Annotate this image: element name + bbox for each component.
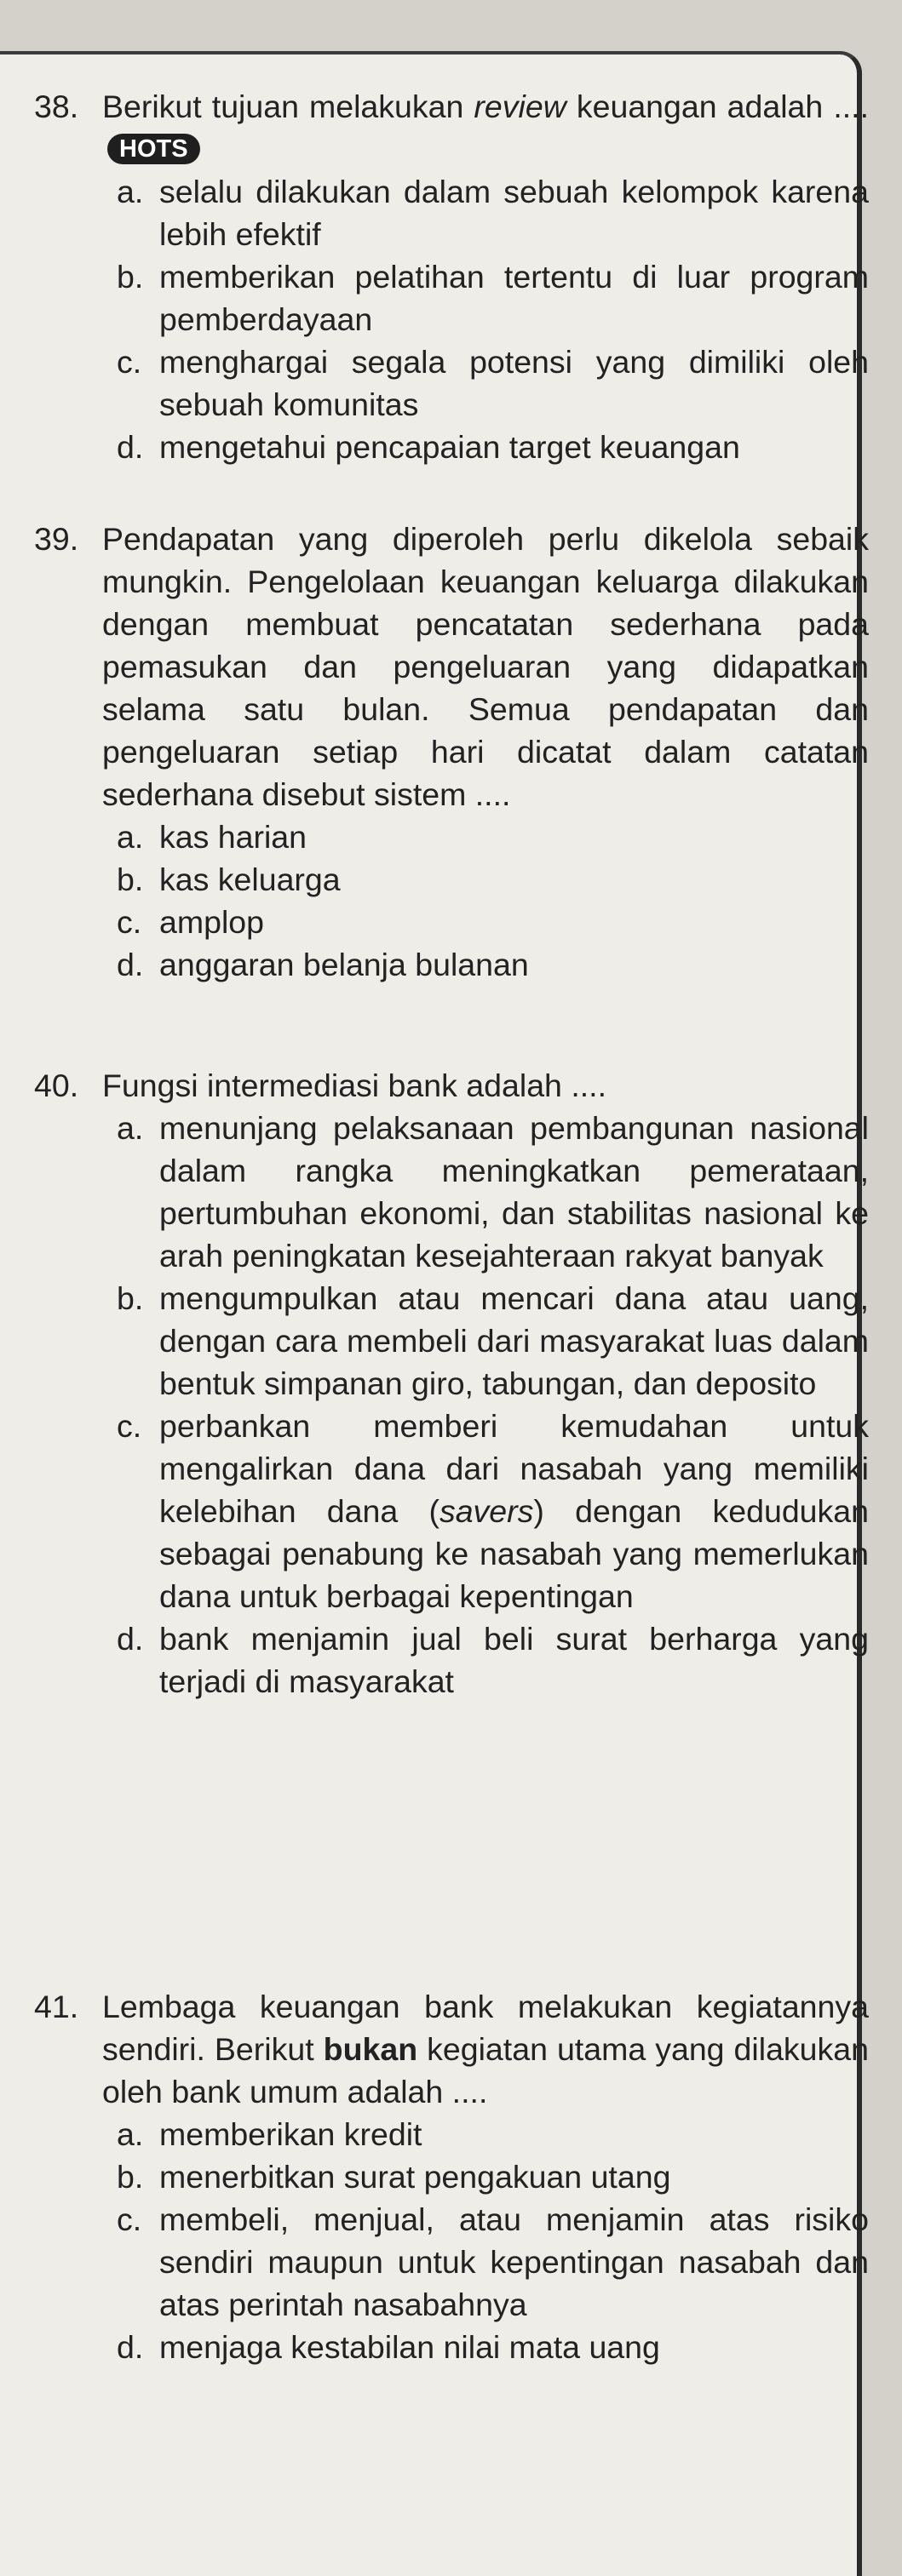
option-a[interactable]: a. memberikan kredit (117, 2116, 422, 2152)
option-c[interactable]: c. menghargai segala potensi yang dimiliki oleh sebuah komunitas (117, 344, 869, 422)
option-b[interactable]: b. mengumpulkan atau mencari dana atau uang, dengan cara membeli dari masyarakat luas dalam bentuk simpanan giro, tabungan, dan deposito (117, 1280, 869, 1401)
question-number: 38. (34, 89, 79, 124)
question-40 (34, 1064, 869, 1703)
option-b[interactable]: b. memberikan pelatihan tertentu di luar program pemberdayaan (117, 259, 869, 337)
hots-badge: HOTS (107, 134, 200, 164)
question-stem: Fungsi intermediasi bank adalah .... (102, 1068, 606, 1103)
option-d[interactable]: d. anggaran belanja bulanan (117, 947, 529, 982)
option-d[interactable]: d. menjaga kestabilan nilai mata uang (117, 2329, 660, 2365)
option-a[interactable]: a. kas harian (117, 819, 307, 855)
option-c[interactable]: c. perbankan memberi kemudahan untuk mengalirkan dana dari nasabah yang memiliki kelebihan dana (savers) dengan kedudukan sebagai penabung ke nasabah yang memerlukan dana untuk berbagai kepentingan (117, 1408, 870, 1614)
question-stem: Lembaga keuangan bank melakukan kegiatannya sendiri. Berikut bukan kegiatan utama yang dilakukan oleh bank umum adalah .... (102, 1989, 870, 2109)
question-number: 40. (34, 1068, 79, 1103)
question-number: 39. (34, 521, 79, 557)
question-41 (34, 1985, 869, 2368)
option-c[interactable]: c. amplop (117, 904, 264, 940)
option-d[interactable]: d. mengetahui pencapaian target keuangan (117, 429, 740, 465)
option-c[interactable]: c. membeli, menjual, atau menjamin atas risiko sendiri maupun untuk kepentingan nasabah dan atas perintah nasabahnya (117, 2201, 869, 2322)
option-b[interactable]: b. menerbitkan surat pengakuan utang (117, 2159, 671, 2195)
option-b[interactable]: b. kas keluarga (117, 862, 341, 897)
question-38 (34, 85, 869, 468)
question-number: 41. (34, 1989, 79, 2024)
question-39 (34, 518, 869, 986)
option-a[interactable]: a. menunjang pelaksanaan pembangunan nasional dalam rangka meningkatkan pemerataan, pertumbuhan ekonomi, dan stabilitas nasional ke arah peningkatan kesejahteraan rakyat banyak (117, 1110, 869, 1274)
option-a[interactable]: a. selalu dilakukan dalam sebuah kelompok karena lebih efektif (117, 174, 869, 252)
question-stem: Berikut tujuan melakukan review keuangan adalah ....HOTS (102, 89, 869, 163)
question-stem: Pendapatan yang diperoleh perlu dikelola sebaik mungkin. Pengelolaan keuangan keluarga dilakukan dengan membuat pencatatan sederhana pada pemasukan dan pengeluaran yang didapatkan selama satu bulan. Semua pendapatan dan pengeluaran setiap hari dicatat dalam catatan sederhana disebut sistem .... (102, 521, 869, 812)
option-d[interactable]: d. bank menjamin jual beli surat berharga yang terjadi di masyarakat (117, 1621, 869, 1699)
